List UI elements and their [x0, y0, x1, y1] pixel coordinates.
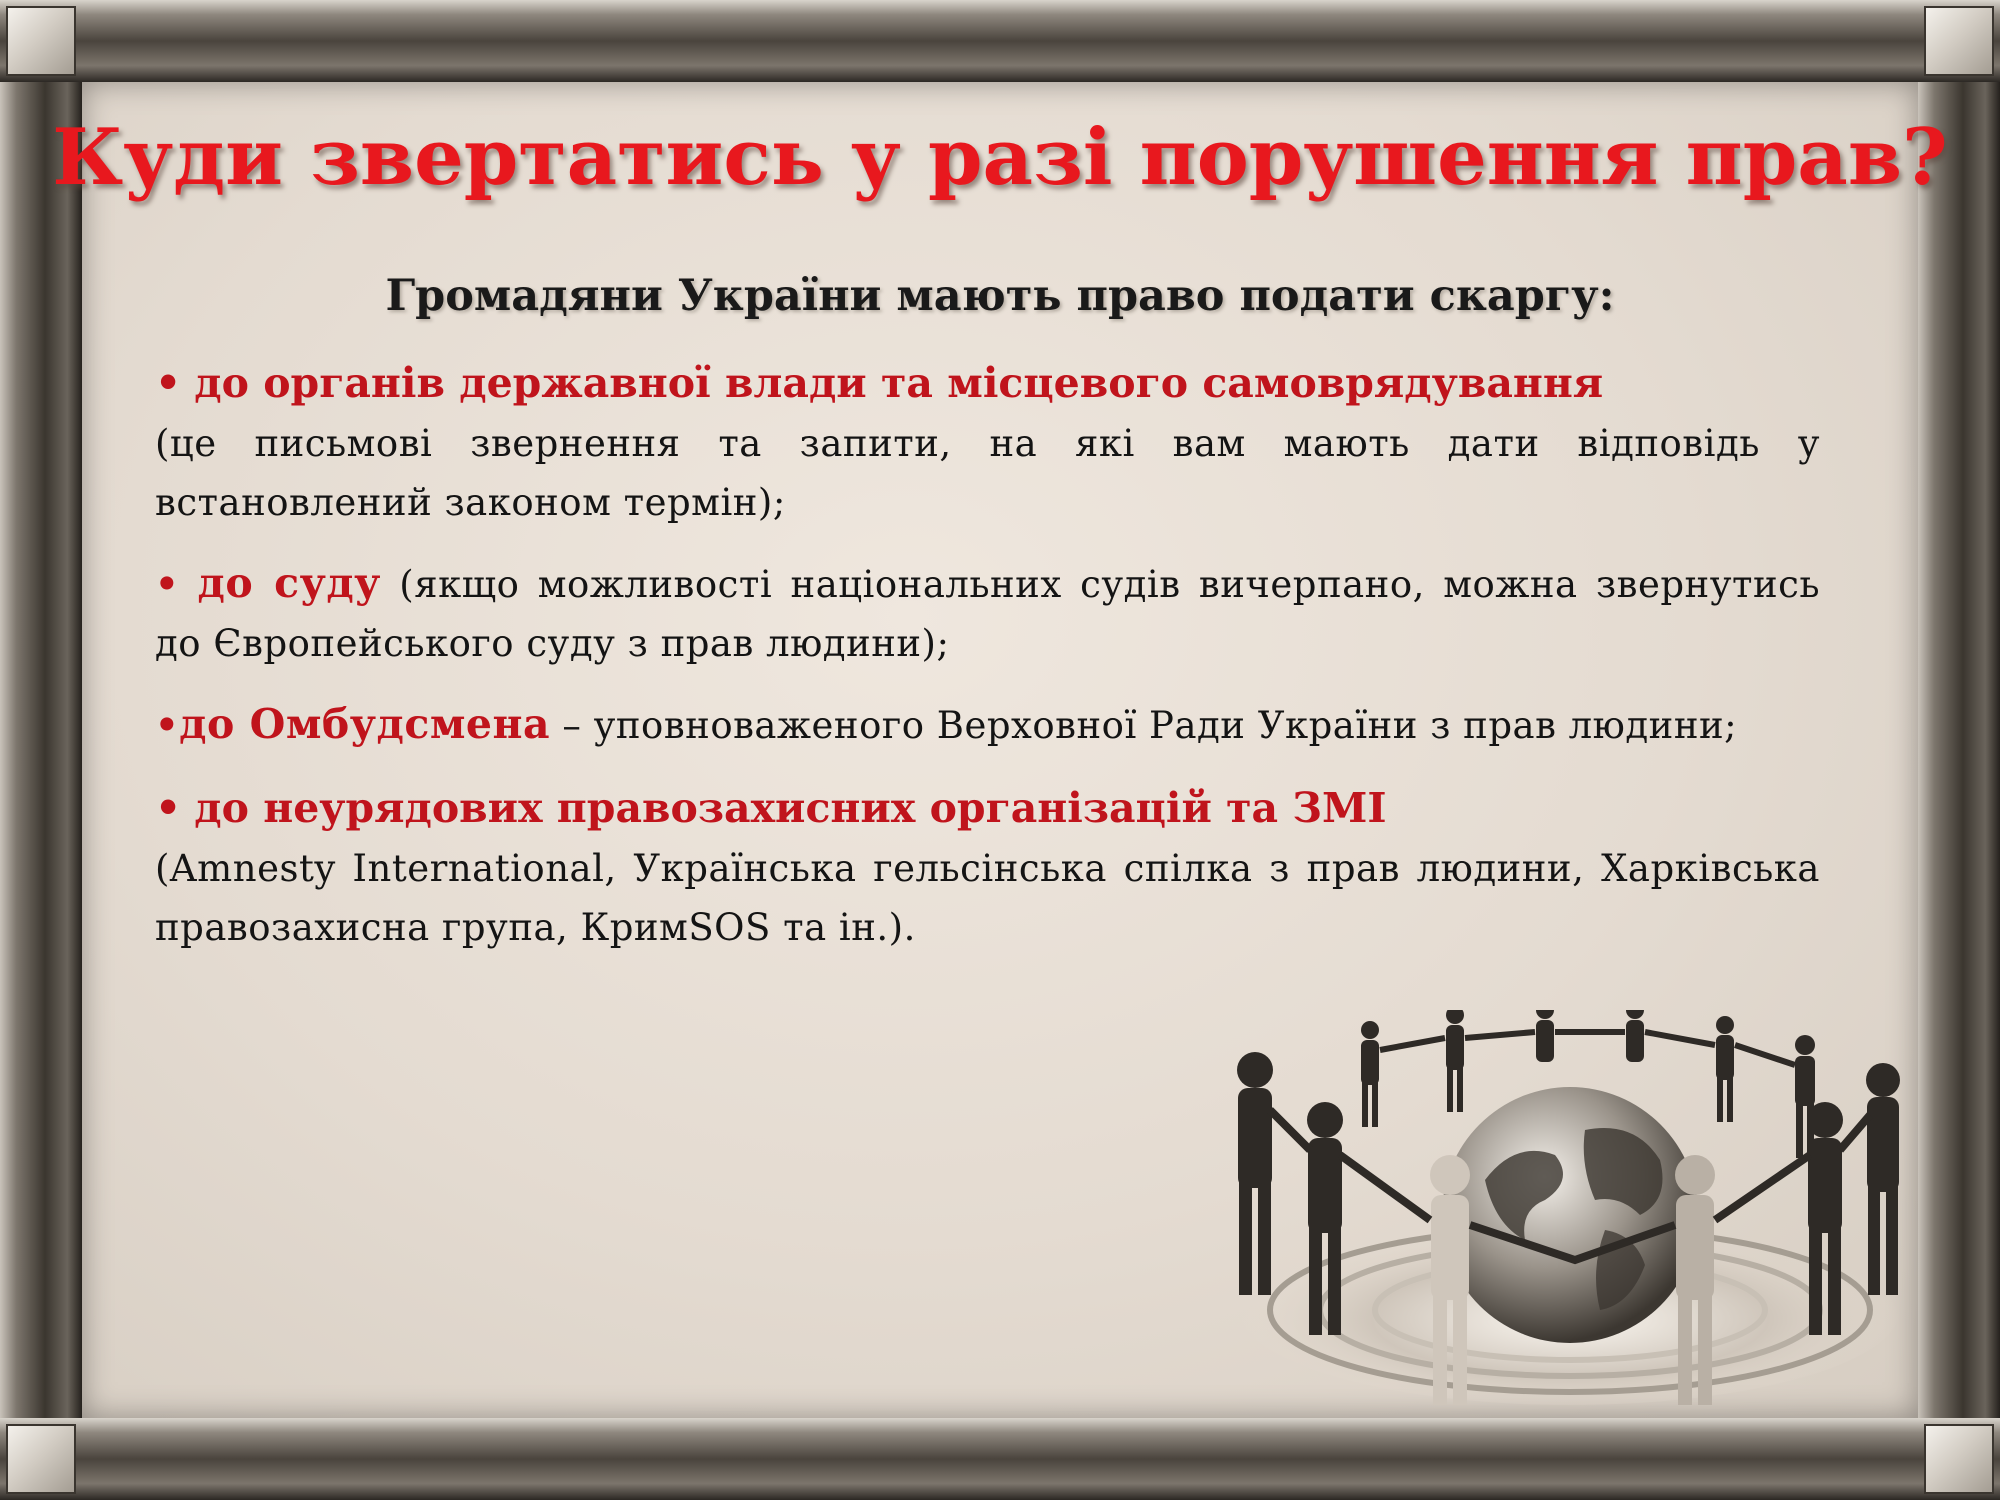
item-text: (Amnesty International, Українська гельсінська спілка з прав людини, Харківська правозахисна група, КримSOS та ін.). — [155, 847, 1820, 949]
frame-right — [1918, 0, 2000, 1500]
item-text: – уповноваженого Верховної Ради України з прав людини; — [550, 704, 1738, 747]
globe-people-circle-icon — [1215, 1010, 1915, 1415]
slide-subtitle: Громадяни України мають право подати скаргу: — [385, 271, 1615, 321]
item-heading: до органів державної влади та місцевого самоврядування — [194, 359, 1604, 407]
frame-left — [0, 0, 82, 1500]
item-heading: до Омбудсмена — [179, 700, 551, 748]
list-item-ngo — [155, 777, 1820, 957]
item-heading: до суду — [197, 559, 381, 607]
list-item-ombudsman — [155, 695, 1820, 755]
frame-top — [0, 0, 2000, 82]
frame-corner-top-left — [6, 6, 76, 76]
item-heading: до неурядових правозахисних організацій та ЗМІ — [194, 784, 1387, 832]
list-item-court — [155, 554, 1820, 673]
item-text: (якщо можливості національних судів вичерпано, можна звернутись до Європейського суду з прав людини); — [155, 563, 1820, 665]
bullet-icon: • — [155, 359, 182, 407]
frame-corner-bottom-left — [6, 1424, 76, 1494]
item-text: (це письмові звернення та запити, на які вам мають дати відповідь у встановлений законом термін); — [155, 422, 1820, 524]
frame-bottom — [0, 1418, 2000, 1500]
complaint-list — [155, 352, 1820, 979]
bullet-icon: • — [155, 703, 180, 747]
bullet-icon: • — [155, 784, 182, 832]
list-item-authorities — [155, 352, 1820, 532]
frame-corner-top-right — [1924, 6, 1994, 76]
bullet-icon: • — [155, 562, 180, 606]
slide-title: Куди звертатись у разі порушення прав? — [52, 112, 1948, 203]
frame-corner-bottom-right — [1924, 1424, 1994, 1494]
